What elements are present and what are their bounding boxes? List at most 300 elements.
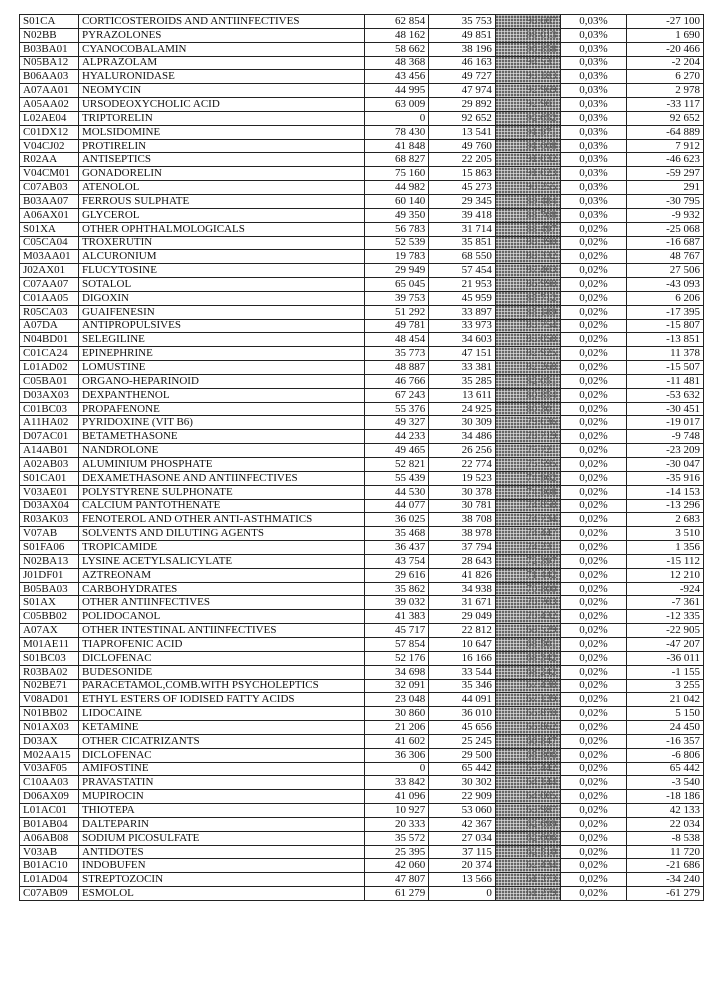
share-percent-cell: 0,02% xyxy=(560,319,627,333)
value-1-cell: 46 766 xyxy=(364,374,429,388)
atc-code-cell: V03AE01 xyxy=(20,485,79,499)
total-value-cell: 85 712 xyxy=(495,291,560,305)
share-percent-cell: 0,03% xyxy=(560,28,627,42)
value-1-cell: 35 572 xyxy=(364,831,429,845)
value-2-cell: 37 794 xyxy=(429,541,496,555)
table-row xyxy=(20,264,704,278)
substance-name-cell: PYRAZOLONES xyxy=(78,28,364,42)
share-percent-cell: 0,02% xyxy=(560,831,627,845)
share-percent-cell: 0,02% xyxy=(560,264,627,278)
substance-name-cell: FERROUS SULPHATE xyxy=(78,194,364,208)
difference-cell: -18 186 xyxy=(627,790,704,804)
substance-name-cell: INDOBUFEN xyxy=(78,859,364,873)
share-percent-cell: 0,02% xyxy=(560,582,627,596)
value-2-cell: 34 603 xyxy=(429,333,496,347)
total-value-cell: 68 342 xyxy=(495,651,560,665)
share-percent-cell: 0,02% xyxy=(560,845,627,859)
atc-code-cell: L02AE04 xyxy=(20,111,79,125)
share-percent-cell: 0,02% xyxy=(560,291,627,305)
substance-name-cell: BUDESONIDE xyxy=(78,665,364,679)
value-2-cell: 29 345 xyxy=(429,194,496,208)
difference-cell: -21 686 xyxy=(627,859,704,873)
share-percent-cell: 0,03% xyxy=(560,42,627,56)
difference-cell: 22 034 xyxy=(627,817,704,831)
difference-cell: 42 133 xyxy=(627,804,704,818)
value-2-cell: 41 826 xyxy=(429,568,496,582)
value-1-cell: 49 327 xyxy=(364,416,429,430)
value-2-cell: 35 851 xyxy=(429,236,496,250)
table-row xyxy=(20,111,704,125)
atc-code-cell: A11HA02 xyxy=(20,416,79,430)
difference-cell: -27 100 xyxy=(627,15,704,29)
value-1-cell: 49 465 xyxy=(364,444,429,458)
value-2-cell: 92 652 xyxy=(429,111,496,125)
atc-code-cell: R03AK03 xyxy=(20,513,79,527)
value-1-cell: 29 949 xyxy=(364,264,429,278)
value-1-cell: 35 468 xyxy=(364,527,429,541)
share-percent-cell: 0,02% xyxy=(560,485,627,499)
difference-cell: -12 335 xyxy=(627,610,704,624)
difference-cell: 291 xyxy=(627,181,704,195)
substance-name-cell: ATENOLOL xyxy=(78,181,364,195)
value-1-cell: 52 539 xyxy=(364,236,429,250)
total-value-cell: 80 854 xyxy=(495,388,560,402)
table-row xyxy=(20,513,704,527)
table-row xyxy=(20,665,704,679)
substance-name-cell: ETHYL ESTERS OF IODISED FATTY ACIDS xyxy=(78,693,364,707)
table-row xyxy=(20,167,704,181)
share-percent-cell: 0,02% xyxy=(560,568,627,582)
total-value-cell: 91 023 xyxy=(495,167,560,181)
table-row xyxy=(20,485,704,499)
atc-code-cell: B03AA07 xyxy=(20,194,79,208)
table-row xyxy=(20,70,704,84)
difference-cell: -13 296 xyxy=(627,499,704,513)
difference-cell: 5 150 xyxy=(627,707,704,721)
share-percent-cell: 0,02% xyxy=(560,721,627,735)
table-row xyxy=(20,444,704,458)
value-1-cell: 65 045 xyxy=(364,278,429,292)
value-2-cell: 33 973 xyxy=(429,319,496,333)
difference-cell: 21 042 xyxy=(627,693,704,707)
total-value-cell: 71 442 xyxy=(495,568,560,582)
total-value-cell: 67 438 xyxy=(495,679,560,693)
value-1-cell: 63 009 xyxy=(364,98,429,112)
difference-cell: -59 297 xyxy=(627,167,704,181)
table-row xyxy=(20,98,704,112)
share-percent-cell: 0,02% xyxy=(560,333,627,347)
total-value-cell: 83 058 xyxy=(495,333,560,347)
table-row xyxy=(20,319,704,333)
atc-code-cell: M02AA15 xyxy=(20,748,79,762)
total-value-cell: 72 397 xyxy=(495,554,560,568)
difference-cell: -3 540 xyxy=(627,776,704,790)
table-row xyxy=(20,624,704,638)
share-percent-cell: 0,03% xyxy=(560,70,627,84)
value-2-cell: 21 953 xyxy=(429,278,496,292)
substance-name-cell: DICLOFENAC xyxy=(78,748,364,762)
table-row xyxy=(20,748,704,762)
total-value-cell: 70 800 xyxy=(495,582,560,596)
value-2-cell: 49 727 xyxy=(429,70,496,84)
value-2-cell: 35 346 xyxy=(429,679,496,693)
value-1-cell: 43 754 xyxy=(364,554,429,568)
value-2-cell: 22 774 xyxy=(429,458,496,472)
table-row xyxy=(20,153,704,167)
drug-statistics-table xyxy=(19,14,704,901)
table-row xyxy=(20,56,704,70)
value-1-cell: 36 306 xyxy=(364,748,429,762)
substance-name-cell: MUPIROCIN xyxy=(78,790,364,804)
difference-cell: 24 450 xyxy=(627,721,704,735)
value-1-cell: 48 162 xyxy=(364,28,429,42)
total-value-cell: 83 754 xyxy=(495,319,560,333)
value-1-cell: 48 454 xyxy=(364,333,429,347)
atc-code-cell: A07DA xyxy=(20,319,79,333)
value-2-cell: 22 205 xyxy=(429,153,496,167)
total-value-cell: 88 390 xyxy=(495,236,560,250)
table-row xyxy=(20,194,704,208)
atc-code-cell: R05CA03 xyxy=(20,305,79,319)
total-value-cell: 86 998 xyxy=(495,278,560,292)
total-value-cell: 98 607 xyxy=(495,15,560,29)
difference-cell: 3 255 xyxy=(627,679,704,693)
difference-cell: 65 442 xyxy=(627,762,704,776)
substance-name-cell: ORGANO-HEPARINOID xyxy=(78,374,364,388)
share-percent-cell: 0,02% xyxy=(560,222,627,236)
share-percent-cell: 0,02% xyxy=(560,707,627,721)
share-percent-cell: 0,02% xyxy=(560,347,627,361)
substance-name-cell: AMIFOSTINE xyxy=(78,762,364,776)
table-row xyxy=(20,554,704,568)
share-percent-cell: 0,02% xyxy=(560,817,627,831)
value-2-cell: 33 381 xyxy=(429,361,496,375)
value-2-cell: 31 671 xyxy=(429,596,496,610)
total-value-cell: 75 721 xyxy=(495,444,560,458)
atc-code-cell: S01CA01 xyxy=(20,471,79,485)
substance-name-cell: LYSINE ACETYLSALICYLATE xyxy=(78,554,364,568)
share-percent-cell: 0,03% xyxy=(560,181,627,195)
value-1-cell: 44 995 xyxy=(364,84,429,98)
value-2-cell: 27 034 xyxy=(429,831,496,845)
value-2-cell: 45 656 xyxy=(429,721,496,735)
substance-name-cell: DIGOXIN xyxy=(78,291,364,305)
value-2-cell: 29 049 xyxy=(429,610,496,624)
atc-code-cell: N01BB02 xyxy=(20,707,79,721)
value-2-cell: 57 454 xyxy=(429,264,496,278)
total-value-cell: 64 005 xyxy=(495,790,560,804)
table-row xyxy=(20,333,704,347)
table-row xyxy=(20,790,704,804)
substance-name-cell: MOLSIDOMINE xyxy=(78,125,364,139)
substance-name-cell: TIAPROFENIC ACID xyxy=(78,637,364,651)
value-1-cell: 75 160 xyxy=(364,167,429,181)
value-1-cell: 29 616 xyxy=(364,568,429,582)
table-row xyxy=(20,139,704,153)
difference-cell: -34 240 xyxy=(627,873,704,887)
value-2-cell: 38 708 xyxy=(429,513,496,527)
share-percent-cell: 0,02% xyxy=(560,236,627,250)
value-2-cell: 31 714 xyxy=(429,222,496,236)
value-2-cell: 47 974 xyxy=(429,84,496,98)
value-1-cell: 10 927 xyxy=(364,804,429,818)
total-value-cell: 91 971 xyxy=(495,125,560,139)
total-value-cell: 74 908 xyxy=(495,485,560,499)
value-1-cell: 55 439 xyxy=(364,471,429,485)
value-1-cell: 57 854 xyxy=(364,637,429,651)
substance-name-cell: SOLVENTS AND DILUTING AGENTS xyxy=(78,527,364,541)
difference-cell: -15 507 xyxy=(627,361,704,375)
atc-code-cell: V03AB xyxy=(20,845,79,859)
substance-name-cell: CALCIUM PANTOTHENATE xyxy=(78,499,364,513)
difference-cell: -35 916 xyxy=(627,471,704,485)
difference-cell: -7 361 xyxy=(627,596,704,610)
substance-name-cell: PARACETAMOL,COMB.WITH PSYCHOLEPTICS xyxy=(78,679,364,693)
table-row xyxy=(20,527,704,541)
total-value-cell: 96 858 xyxy=(495,42,560,56)
atc-code-cell: L01AD04 xyxy=(20,873,79,887)
share-percent-cell: 0,03% xyxy=(560,84,627,98)
substance-name-cell: POLYSTYRENE SULPHONATE xyxy=(78,485,364,499)
value-1-cell: 0 xyxy=(364,111,429,125)
difference-cell: -2 204 xyxy=(627,56,704,70)
atc-code-cell: V04CM01 xyxy=(20,167,79,181)
share-percent-cell: 0,02% xyxy=(560,458,627,472)
value-2-cell: 33 544 xyxy=(429,665,496,679)
atc-code-cell: B01AB04 xyxy=(20,817,79,831)
total-value-cell: 62 434 xyxy=(495,859,560,873)
total-value-cell: 67 139 xyxy=(495,693,560,707)
atc-code-cell: R02AA xyxy=(20,153,79,167)
substance-name-cell: URSODEOXYCHOLIC ACID xyxy=(78,98,364,112)
table-row xyxy=(20,291,704,305)
difference-cell: 92 652 xyxy=(627,111,704,125)
table-row xyxy=(20,762,704,776)
total-value-cell: 66 870 xyxy=(495,707,560,721)
share-percent-cell: 0,02% xyxy=(560,471,627,485)
value-2-cell: 34 938 xyxy=(429,582,496,596)
total-value-cell: 61 373 xyxy=(495,873,560,887)
share-percent-cell: 0,02% xyxy=(560,361,627,375)
substance-name-cell: GONADORELIN xyxy=(78,167,364,181)
substance-name-cell: BETAMETHASONE xyxy=(78,430,364,444)
total-value-cell: 70 432 xyxy=(495,610,560,624)
atc-code-cell: A07AA01 xyxy=(20,84,79,98)
total-value-cell: 62 699 xyxy=(495,817,560,831)
value-1-cell: 68 827 xyxy=(364,153,429,167)
value-1-cell: 44 530 xyxy=(364,485,429,499)
difference-cell: 6 270 xyxy=(627,70,704,84)
substance-name-cell: DICLOFENAC xyxy=(78,651,364,665)
table-body xyxy=(20,15,704,901)
substance-name-cell: OTHER ANTIINFECTIVES xyxy=(78,596,364,610)
share-percent-cell: 0,02% xyxy=(560,859,627,873)
atc-code-cell: N02BE71 xyxy=(20,679,79,693)
value-1-cell: 62 854 xyxy=(364,15,429,29)
table-row xyxy=(20,679,704,693)
share-percent-cell: 0,03% xyxy=(560,153,627,167)
total-value-cell: 89 484 xyxy=(495,194,560,208)
substance-name-cell: EPINEPHRINE xyxy=(78,347,364,361)
atc-code-cell: C07AA07 xyxy=(20,278,79,292)
table-row xyxy=(20,831,704,845)
share-percent-cell: 0,02% xyxy=(560,554,627,568)
value-1-cell: 39 753 xyxy=(364,291,429,305)
substance-name-cell: SELEGILINE xyxy=(78,333,364,347)
table-row xyxy=(20,222,704,236)
value-1-cell: 41 096 xyxy=(364,790,429,804)
atc-code-cell: C01CA24 xyxy=(20,347,79,361)
total-value-cell: 74 447 xyxy=(495,527,560,541)
share-percent-cell: 0,02% xyxy=(560,305,627,319)
atc-code-cell: B01AC10 xyxy=(20,859,79,873)
atc-code-cell: A06AB08 xyxy=(20,831,79,845)
value-1-cell: 32 091 xyxy=(364,679,429,693)
atc-code-cell: V04CJ02 xyxy=(20,139,79,153)
substance-name-cell: TRIPTORELIN xyxy=(78,111,364,125)
table-row xyxy=(20,28,704,42)
share-percent-cell: 0,02% xyxy=(560,541,627,555)
total-value-cell: 92 969 xyxy=(495,84,560,98)
value-2-cell: 26 256 xyxy=(429,444,496,458)
substance-name-cell: DALTEPARIN xyxy=(78,817,364,831)
difference-cell: -46 623 xyxy=(627,153,704,167)
value-1-cell: 20 333 xyxy=(364,817,429,831)
share-percent-cell: 0,02% xyxy=(560,596,627,610)
difference-cell: -11 481 xyxy=(627,374,704,388)
total-value-cell: 88 332 xyxy=(495,250,560,264)
difference-cell: -64 889 xyxy=(627,125,704,139)
difference-cell: 3 510 xyxy=(627,527,704,541)
atc-code-cell: C05CA04 xyxy=(20,236,79,250)
share-percent-cell: 0,02% xyxy=(560,804,627,818)
share-percent-cell: 0,02% xyxy=(560,444,627,458)
total-value-cell: 92 901 xyxy=(495,98,560,112)
atc-code-cell: C01DX12 xyxy=(20,125,79,139)
total-value-cell: 91 032 xyxy=(495,153,560,167)
share-percent-cell: 0,03% xyxy=(560,167,627,181)
atc-code-cell: C01BC03 xyxy=(20,402,79,416)
share-percent-cell: 0,02% xyxy=(560,776,627,790)
substance-name-cell: ESMOLOL xyxy=(78,887,364,901)
substance-name-cell: ALCURONIUM xyxy=(78,250,364,264)
atc-code-cell: N01AX03 xyxy=(20,721,79,735)
substance-name-cell: HYALURONIDASE xyxy=(78,70,364,84)
atc-code-cell: M01AE11 xyxy=(20,637,79,651)
difference-cell: -22 905 xyxy=(627,624,704,638)
difference-cell: -20 466 xyxy=(627,42,704,56)
atc-code-cell: A02AB03 xyxy=(20,458,79,472)
atc-code-cell: C07AB09 xyxy=(20,887,79,901)
atc-code-cell: C05BB02 xyxy=(20,610,79,624)
value-1-cell: 42 060 xyxy=(364,859,429,873)
value-2-cell: 28 643 xyxy=(429,554,496,568)
substance-name-cell: SOTALOL xyxy=(78,278,364,292)
value-1-cell: 44 077 xyxy=(364,499,429,513)
value-1-cell: 33 842 xyxy=(364,776,429,790)
value-2-cell: 30 781 xyxy=(429,499,496,513)
share-percent-cell: 0,03% xyxy=(560,98,627,112)
value-1-cell: 36 025 xyxy=(364,513,429,527)
value-1-cell: 67 243 xyxy=(364,388,429,402)
atc-code-cell: A14AB01 xyxy=(20,444,79,458)
difference-cell: 2 978 xyxy=(627,84,704,98)
substance-name-cell: FLUCYTOSINE xyxy=(78,264,364,278)
value-2-cell: 13 566 xyxy=(429,873,496,887)
value-1-cell: 61 279 xyxy=(364,887,429,901)
value-2-cell: 16 166 xyxy=(429,651,496,665)
table-row xyxy=(20,721,704,735)
value-1-cell: 51 292 xyxy=(364,305,429,319)
share-percent-cell: 0,02% xyxy=(560,374,627,388)
value-2-cell: 53 060 xyxy=(429,804,496,818)
substance-name-cell: CYANOCOBALAMIN xyxy=(78,42,364,56)
value-1-cell: 36 437 xyxy=(364,541,429,555)
difference-cell: 1 690 xyxy=(627,28,704,42)
total-value-cell: 75 595 xyxy=(495,458,560,472)
value-2-cell: 44 091 xyxy=(429,693,496,707)
value-2-cell: 49 851 xyxy=(429,28,496,42)
table-row xyxy=(20,430,704,444)
atc-code-cell: B03BA01 xyxy=(20,42,79,56)
value-2-cell: 35 753 xyxy=(429,15,496,29)
share-percent-cell: 0,03% xyxy=(560,125,627,139)
total-value-cell: 98 013 xyxy=(495,28,560,42)
substance-name-cell: NANDROLONE xyxy=(78,444,364,458)
difference-cell: -16 687 xyxy=(627,236,704,250)
share-percent-cell: 0,03% xyxy=(560,111,627,125)
share-percent-cell: 0,02% xyxy=(560,734,627,748)
substance-name-cell: GLYCEROL xyxy=(78,208,364,222)
substance-name-cell: ALPRAZOLAM xyxy=(78,56,364,70)
share-percent-cell: 0,02% xyxy=(560,250,627,264)
share-percent-cell: 0,02% xyxy=(560,278,627,292)
value-2-cell: 29 892 xyxy=(429,98,496,112)
value-2-cell: 38 196 xyxy=(429,42,496,56)
difference-cell: -9 748 xyxy=(627,430,704,444)
value-1-cell: 48 368 xyxy=(364,56,429,70)
table-row xyxy=(20,887,704,901)
value-2-cell: 38 978 xyxy=(429,527,496,541)
value-2-cell: 13 611 xyxy=(429,388,496,402)
atc-code-cell: N02BA13 xyxy=(20,554,79,568)
total-value-cell: 82 051 xyxy=(495,374,560,388)
difference-cell: -19 017 xyxy=(627,416,704,430)
difference-cell: -43 093 xyxy=(627,278,704,292)
substance-name-cell: POLIDOCANOL xyxy=(78,610,364,624)
substance-name-cell: GUAIFENESIN xyxy=(78,305,364,319)
share-percent-cell: 0,02% xyxy=(560,873,627,887)
share-percent-cell: 0,02% xyxy=(560,790,627,804)
table-row xyxy=(20,250,704,264)
difference-cell: -14 153 xyxy=(627,485,704,499)
share-percent-cell: 0,03% xyxy=(560,194,627,208)
value-2-cell: 45 273 xyxy=(429,181,496,195)
table-row xyxy=(20,776,704,790)
difference-cell: 2 683 xyxy=(627,513,704,527)
difference-cell: -17 395 xyxy=(627,305,704,319)
drug-statistics-table-sheet xyxy=(19,14,704,901)
value-1-cell: 44 982 xyxy=(364,181,429,195)
total-value-cell: 64 144 xyxy=(495,776,560,790)
difference-cell: -61 279 xyxy=(627,887,704,901)
substance-name-cell: OTHER OPHTHALMOLOGICALS xyxy=(78,222,364,236)
value-1-cell: 45 717 xyxy=(364,624,429,638)
table-row xyxy=(20,388,704,402)
substance-name-cell: STREPTOZOCIN xyxy=(78,873,364,887)
value-1-cell: 56 783 xyxy=(364,222,429,236)
atc-code-cell: B05BA03 xyxy=(20,582,79,596)
